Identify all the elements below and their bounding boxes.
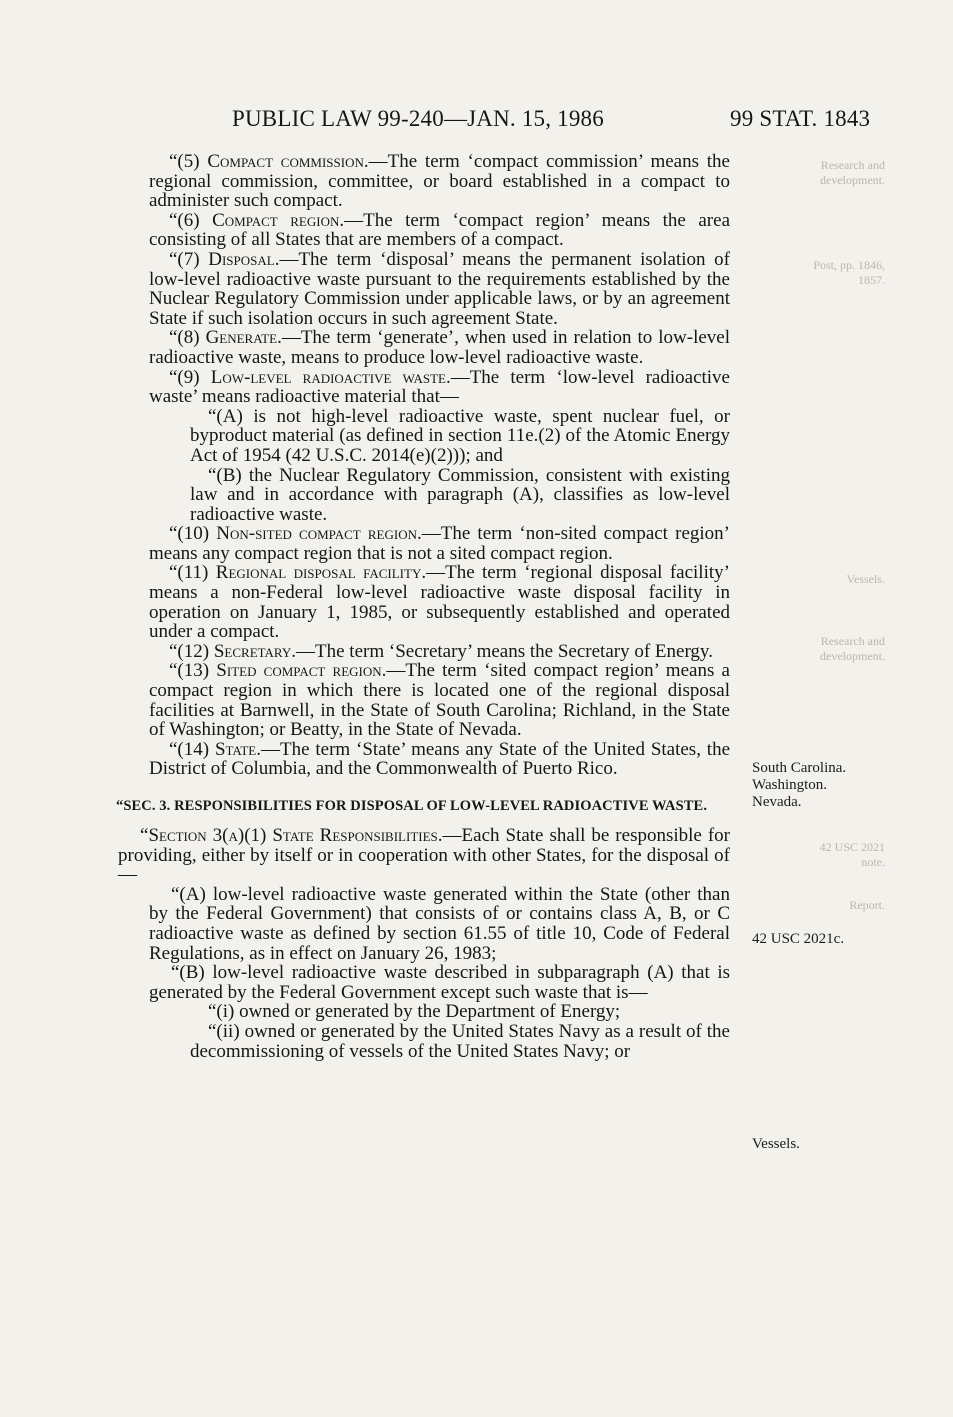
definition-12: “(12) Secretary.—The term ‘Secretary’ means the Secretary of Energy. [169,640,713,662]
section-3-clause-ii: “(ii) owned or generated by the United States Navy as a result of the decommissioning of vessels of the United States Navy; or [190,1020,730,1062]
bleed-through-text: 42 USC 2021 note. [819,840,885,869]
bleed-through-text: Research and development. [820,634,885,663]
section-3-clause-i: “(i) owned or generated by the Department of Energy; [208,1001,621,1023]
definition-13: “(13) Sited compact region.—The term ‘sited compact region’ means a compact region in which there is located one of the regional disposal facilities at Barnwell, in the State of South Carolina; Richland, in the State of Washington; or Beatty, in the State of Nevada. [149,660,730,741]
statute-page-number: 99 STAT. 1843 [730,106,871,131]
definition-7: “(7) Disposal.—The term ‘disposal’ means the permanent isolation of low-level radioactive waste pursuant to the requirements established by the Nuclear Regulatory Commission under applicable laws, or by an agreement State if such isolation occurs in such agreement State. [149,248,730,329]
definition-9-subparagraph-b: “(B) the Nuclear Regulatory Commission, consistent with existing law and in accordance with paragraph (A), classifies as low-level radioactive waste. [190,464,730,525]
bleed-through-text: Post, pp. 1846, 1857. [813,258,885,287]
section-3-paragraph-a: “(A) low-level radioactive waste generated within the State (other than by the Federal Government) that consists of or contains class A, B, or C radioactive waste as defined by section 61.55 of title 10, Code of Federal Regulations, as in effect on January 26, 1983; [149,883,730,964]
section-heading: “SEC. 3. RESPONSIBILITIES FOR DISPOSAL OF LOW-LEVEL RADIOACTIVE WASTE. [116,798,708,814]
definition-9-subparagraph-a: “(A) is not high-level radioactive waste, spent nuclear fuel, or byproduct material (as defined in section 11e.(2) of the Atomic Energy Act of 1954 (42 U.S.C. 2014(e)(2))); and [190,405,730,466]
definition-14: “(14) State.—The term ‘State’ means any State of the United States, the District of Columbia, and the Commonwealth of Puerto Rico. [149,738,731,780]
definition-10: “(10) Non-sited compact region.—The term ‘non-sited compact region’ means any compact region that is not a sited compact region. [149,523,730,564]
definition-5: “(5) Compact commission.—The term ‘compact commission’ means the regional commission, committee, or board established in a compact to administer such compact. [149,151,730,212]
bleed-through-text: Research and development. [820,158,885,187]
section-3-intro: “Section 3(a)(1) State Responsibilities.—Each State shall be responsible for providing, either by itself or in cooperation with other States, for the disposal of— [118,825,730,886]
document-body [118,152,730,1061]
margin-note-usc-citation: 42 USC 2021c. [752,931,845,947]
definition-9: “(9) Low-level radioactive waste.—The term ‘low-level radioactive waste’ means radioactive material that— [149,366,730,408]
section-3-paragraph-b: “(B) low-level radioactive waste described in subparagraph (A) that is generated by the Federal Government except such waste that is— [149,962,730,1003]
definition-11: “(11) Regional disposal facility.—The term ‘regional disposal facility’ means a non-Federal low-level radioactive waste disposal facility in operation on January 1, 1985, or subsequently established and operated under a compact. [149,562,730,643]
law-title: PUBLIC LAW 99-240—JAN. 15, 1986 [232,106,604,131]
definition-8: “(8) Generate.—The term ‘generate’, when used in relation to low-level radioactive waste, means to produce low-level radioactive waste. [149,327,730,368]
margin-note-vessels: Vessels. [752,1136,800,1152]
bleed-through-text: Vessels. [846,572,885,586]
bleed-through-text: Report. [849,898,885,912]
page-header [0,106,953,138]
definition-6: “(6) Compact region.—The term ‘compact region’ means the area consisting of all States that are members of a compact. [149,209,730,251]
margin-note-states: South Carolina. Washington. Nevada. [752,760,847,810]
